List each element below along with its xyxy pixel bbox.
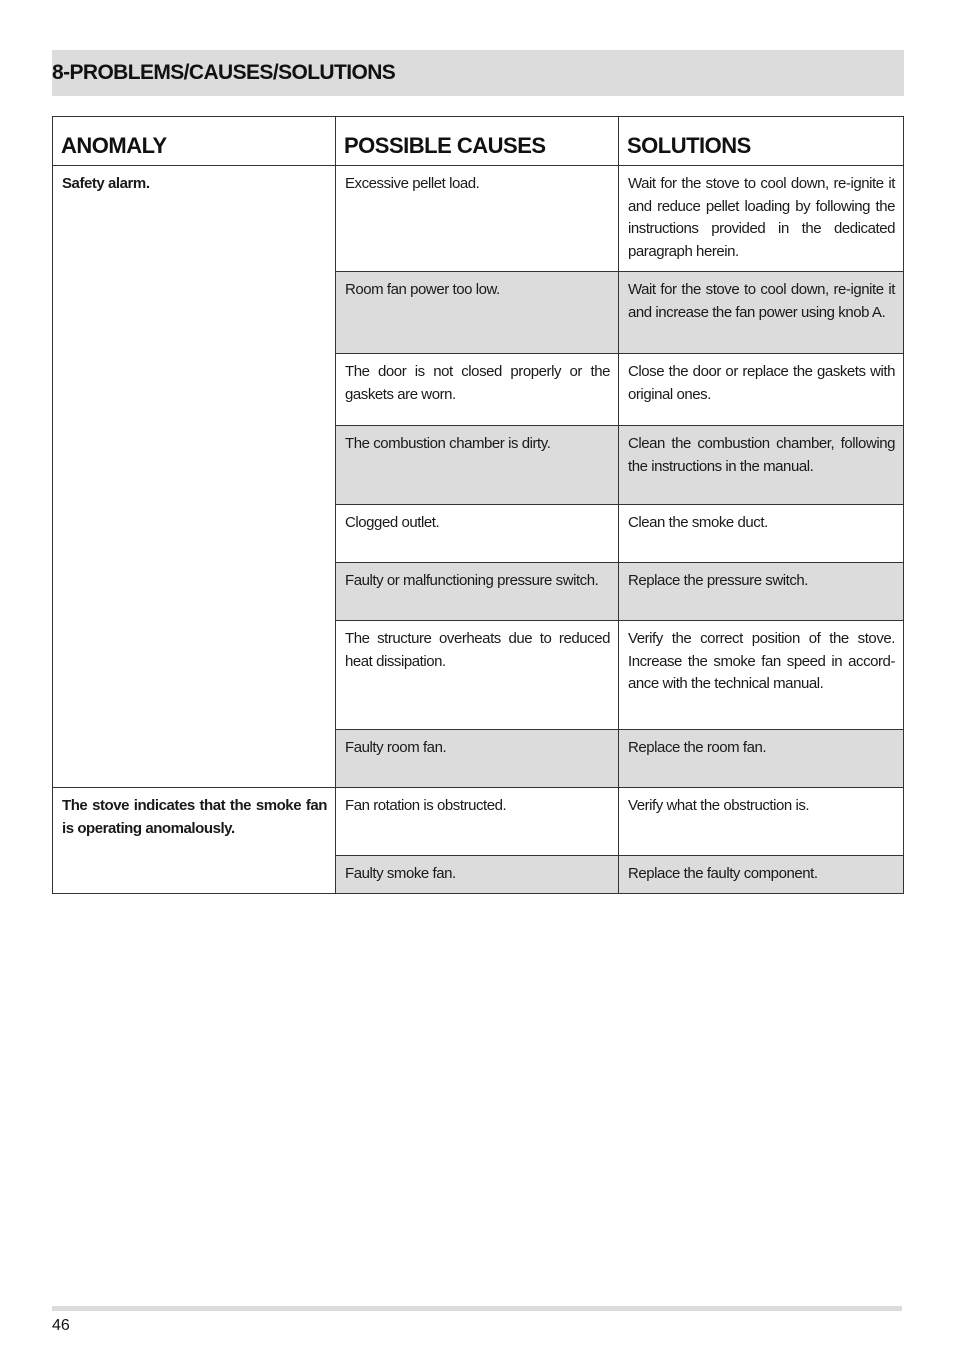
cause-cell: Room fan power too low. [336,272,619,354]
page-number: 46 [52,1317,70,1334]
cause-cell: Fan rotation is obstructed. [336,788,619,856]
solution-cell: Close the door or replace the gaskets with original ones. [619,354,904,426]
footer-divider [52,1306,902,1311]
table-row [53,788,904,856]
section-title: 8-PROBLEMS/CAUSES/SOLUTIONS [52,61,396,84]
section-header-bar [52,50,904,96]
solution-cell: Verify what the obstruction is. [619,788,904,856]
cause-cell: Faulty or malfunctioning pressure switch. [336,563,619,621]
solution-cell: Clean the smoke duct. [619,505,904,563]
anomaly-cell: Safety alarm. [53,166,336,788]
solution-cell: Clean the combustion chamber, following the instructions in the manual. [619,426,904,505]
solution-cell: Replace the faulty component. [619,856,904,894]
cause-cell: The structure overheats due to reduced heat dissipation. [336,621,619,730]
solution-cell: Wait for the stove to cool down, re-ignite it and reduce pellet loading by following the instructions provided in the dedicated paragraph herein. [619,166,904,272]
table-header-row [53,117,904,166]
header-anomaly: ANOMALY [53,117,336,166]
solution-cell: Verify the correct position of the stove. Increase the smoke fan speed in accord-ance with the technical manual. [619,621,904,730]
cause-cell: The combustion chamber is dirty. [336,426,619,505]
cause-cell: Faulty smoke fan. [336,856,619,894]
troubleshooting-table [52,116,904,894]
table-row [53,166,904,272]
header-solutions: SOLUTIONS [619,117,904,166]
solution-cell: Replace the room fan. [619,730,904,788]
anomaly-cell: The stove indicates that the smoke fan is operating anomalously. [53,788,336,894]
cause-cell: Clogged outlet. [336,505,619,563]
cause-cell: Faulty room fan. [336,730,619,788]
solution-cell: Replace the pressure switch. [619,563,904,621]
cause-cell: The door is not closed properly or the gaskets are worn. [336,354,619,426]
cause-cell: Excessive pellet load. [336,166,619,272]
solution-cell: Wait for the stove to cool down, re-ignite it and increase the fan power using knob A. [619,272,904,354]
header-possible-causes: POSSIBLE CAUSES [336,117,619,166]
